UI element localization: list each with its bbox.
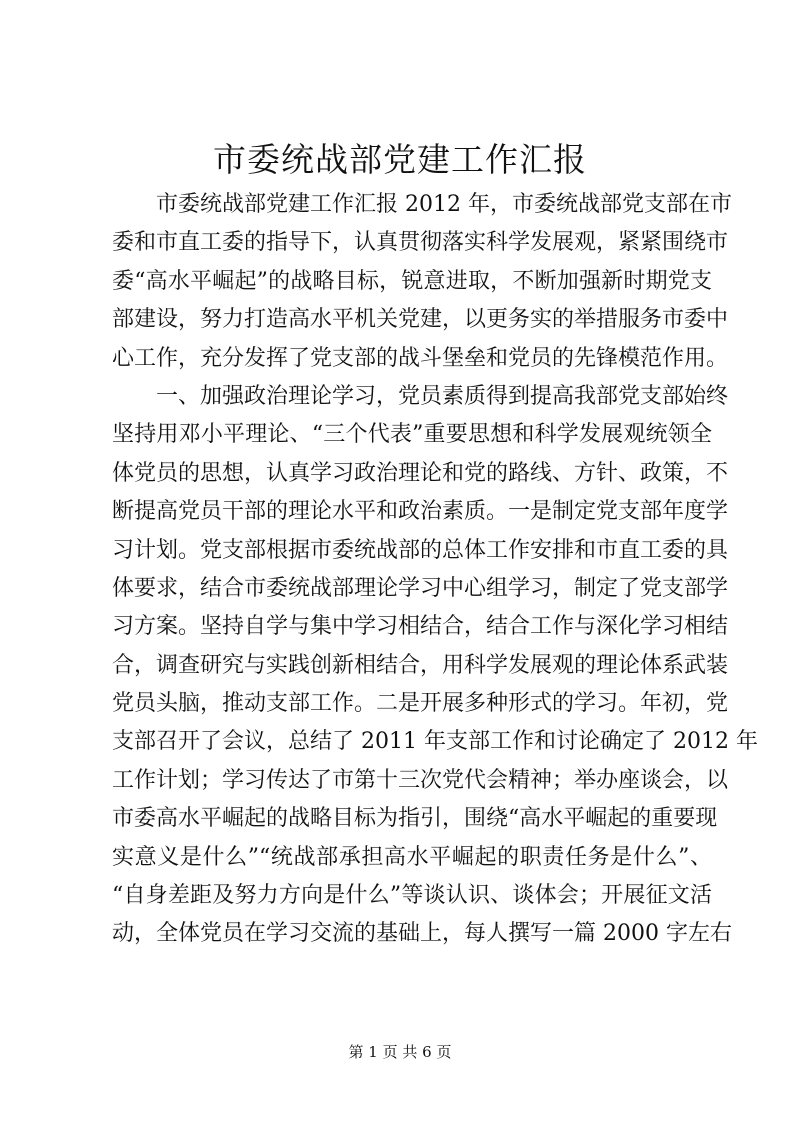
text-line: 党员头脑，推动支部工作。二是开展多种形式的学习。年初，党 [112, 691, 729, 717]
text-line: 部建设，努力打造高水平机关党建，以更务实的举措服务市委中 [112, 307, 729, 333]
text-line: 委“高水平崛起”的战略目标，锐意进取，不断加强新时期党支 [112, 268, 712, 294]
document-body [112, 186, 758, 954]
text-line: 习方案。坚持自学与集中学习相结合，结合工作与深化学习相结 [112, 614, 729, 640]
text-line: 支部召开了会议，总结了 2011 年支部工作和讨论确定了 2012 年 [112, 729, 758, 755]
text-line: 动，全体党员在学习交流的基础上，每人撰写一篇 2000 字左右 [112, 921, 732, 947]
text-line: 实意义是什么”“统战部承担高水平崛起的职责任务是什么”、 [112, 844, 712, 870]
text-line: 合，调查研究与实践创新相结合，用科学发展观的理论体系武装 [112, 652, 729, 678]
document-title: 市委统战部党建工作汇报 [213, 140, 587, 179]
text-line: 体党员的思想，认真学习政治理论和党的路线、方针、政策，不 [112, 460, 729, 486]
text-line: 习计划。党支部根据市委统战部的总体工作安排和市直工委的具 [112, 537, 729, 563]
text-line: 心工作，充分发挥了党支部的战斗堡垒和党员的先锋模范作用。 [112, 345, 729, 371]
text-line: 市委统战部党建工作汇报 2012 年，市委统战部党支部在市 [156, 192, 732, 217]
text-line: 断提高党员干部的理论水平和政治素质。一是制定党支部年度学 [112, 499, 729, 525]
page-footer: 第 1 页 共 6 页 [348, 1043, 452, 1061]
text-line: “自身差距及努力方向是什么”等谈认识、谈体会；开展征文活 [112, 883, 712, 909]
text-line: 坚持用邓小平理论、“三个代表”重要思想和科学发展观统领全 [112, 422, 712, 448]
text-line: 工作计划；学习传达了市第十三次党代会精神；举办座谈会，以 [112, 767, 729, 793]
text-line: 体要求，结合市委统战部理论学习中心组学习，制定了党支部学 [112, 575, 729, 601]
text-line: 一、加强政治理论学习，党员素质得到提高我部党支部始终 [156, 383, 729, 409]
text-line: 市委高水平崛起的战略目标为指引，围绕“高水平崛起的重要现 [112, 806, 718, 832]
text-line: 委和市直工委的指导下，认真贯彻落实科学发展观，紧紧围绕市 [112, 230, 729, 256]
